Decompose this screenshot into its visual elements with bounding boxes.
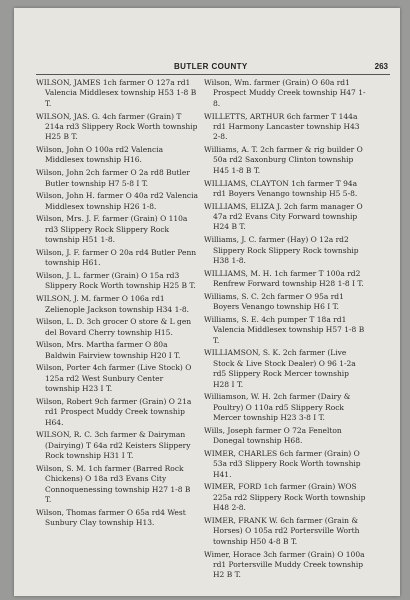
left-column — [36, 78, 198, 531]
directory-entry: WIMER, FORD 1ch farmer (Grain) WOS 225a rd2 Slippery Rock Worth township H48 2-8. — [204, 482, 366, 513]
directory-entry: Wilson, Thomas farmer O 65a rd4 West Sunbury Clay township H13. — [36, 507, 186, 528]
directory-entry: Wilson, John 2ch farmer O 2a rd8 Butler Butler township H7 5-8 I T. — [36, 168, 190, 188]
directory-entry: WILSON, J. M. farmer O 106a rd1 Zelienople Jackson township H34 1-8. — [36, 294, 190, 314]
directory-entry: Williams, J. C. farmer (Hay) O 12a rd2 Slippery Rock Slippery Rock township H38 1-8. — [204, 235, 359, 265]
directory-entry: WILLIAMSON, S. K. 2ch farmer (Live Stock & Live Stock Dealer) O 96 1-2a rd5 Slippery Rock Mercer township H28 I T. — [204, 348, 356, 389]
directory-page — [14, 8, 400, 596]
header-rule — [36, 74, 390, 75]
directory-entry: Wilson, John H. farmer O 40a rd2 Valencia Middlesex township H26 1-8. — [36, 191, 198, 211]
directory-entry: Wilson, J. F. farmer O 20a rd4 Butler Penn township H61. — [36, 247, 197, 268]
directory-entry: WILLIAMS, ELIZA J. 2ch farm manager O 47a rd2 Evans City Forward township H24 B T. — [204, 201, 363, 232]
right-column — [204, 78, 366, 583]
directory-entry: WIMER, CHARLES 6ch farmer (Grain) O 53a rd3 Slippery Rock Worth township H41. — [204, 448, 361, 479]
directory-entry: Wilson, Mrs. Martha farmer O 80a Baldwin Fairview township H20 I T. — [36, 340, 181, 360]
directory-entry: WILSON, JAS. G. 4ch farmer (Grain) T 214a rd3 Slippery Rock Worth township H25 B T. — [36, 111, 198, 142]
directory-entry: Wilson, John O 100a rd2 Valencia Middlesex township H16. — [36, 145, 164, 165]
directory-entry: Williams, S. E. 4ch pumper T 18a rd1 Valencia Middlesex township H57 1-8 B T. — [204, 314, 365, 345]
directory-entry: Wilson, Mrs. J. F. farmer (Grain) O 110a rd3 Slippery Rock Slippery Rock township H51 1-8. — [36, 214, 188, 245]
directory-entry: Wilson, J. L. farmer (Grain) O 15a rd3 Slippery Rock Worth township H25 B T. — [36, 270, 196, 291]
directory-entry: Wimer, Horace 3ch farmer (Grain) O 100a rd1 Portersville Muddy Creek township H2 B T. — [204, 549, 365, 580]
page-number: 263 — [374, 62, 388, 71]
directory-entry: WILLIAMS, CLAYTON 1ch farmer T 94a rd1 Boyers Venango township H5 5-8. — [204, 178, 358, 198]
directory-entry: Wilson, Porter 4ch farmer (Live Stock) O 125a rd2 West Sunbury Center township H23 I T. — [36, 363, 192, 394]
directory-entry: Wilson, S. M. 1ch farmer (Barred Rock Chickens) O 18a rd3 Evans City Connoquenessing township H27 1-8 B T. — [36, 463, 191, 505]
directory-entry: Williamson, W. H. 2ch farmer (Dairy & Poultry) O 110a rd5 Slippery Rock Mercer township H23 3-8 I T. — [204, 392, 351, 423]
directory-entry: Williams, S. C. 2ch farmer O 95a rd1 Boyers Venango township H6 I T. — [204, 291, 344, 312]
directory-entry: Wilson, L. D. 3ch grocer O store & L gen del Bovard Cherry township H15. — [36, 317, 192, 337]
directory-entry: WILLIAMS, M. H. 1ch farmer T 100a rd2 Renfrew Forward township H28 1-8 I T. — [204, 268, 364, 289]
directory-entry: Williams, A. T. 2ch farmer & rig builder O 50a rd2 Saxonburg Clinton township H45 1-8 B T. — [204, 145, 363, 175]
directory-entry: WILLETTS, ARTHUR 6ch farmer T 144a rd1 Harmony Lancaster township H43 2-8. — [204, 111, 360, 142]
directory-entry: WILSON, R. C. 3ch farmer & Dairyman (Dairying) T 64a rd2 Keisters Slippery Rock township H31 I T. — [36, 430, 191, 461]
directory-entry: Wilson, Robert 9ch farmer (Grain) O 21a rd1 Prospect Muddy Creek township H64. — [36, 396, 192, 427]
directory-entry: Wills, Joseph farmer O 72a Fenelton Donegal township H68. — [204, 425, 342, 446]
directory-entry: Wilson, Wm. farmer (Grain) O 60a rd1 Prospect Muddy Creek township H47 1-8. — [204, 78, 366, 108]
running-header: BUTLER COUNTY — [174, 62, 248, 71]
directory-entry: WIMER, FRANK W. 6ch farmer (Grain & Horses) O 105a rd2 Portersville Worth township H50 4-8 B T. — [204, 516, 360, 546]
directory-entry: WILSON, JAMES 1ch farmer O 127a rd1 Valencia Middlesex township H53 1-8 B T. — [36, 78, 197, 108]
